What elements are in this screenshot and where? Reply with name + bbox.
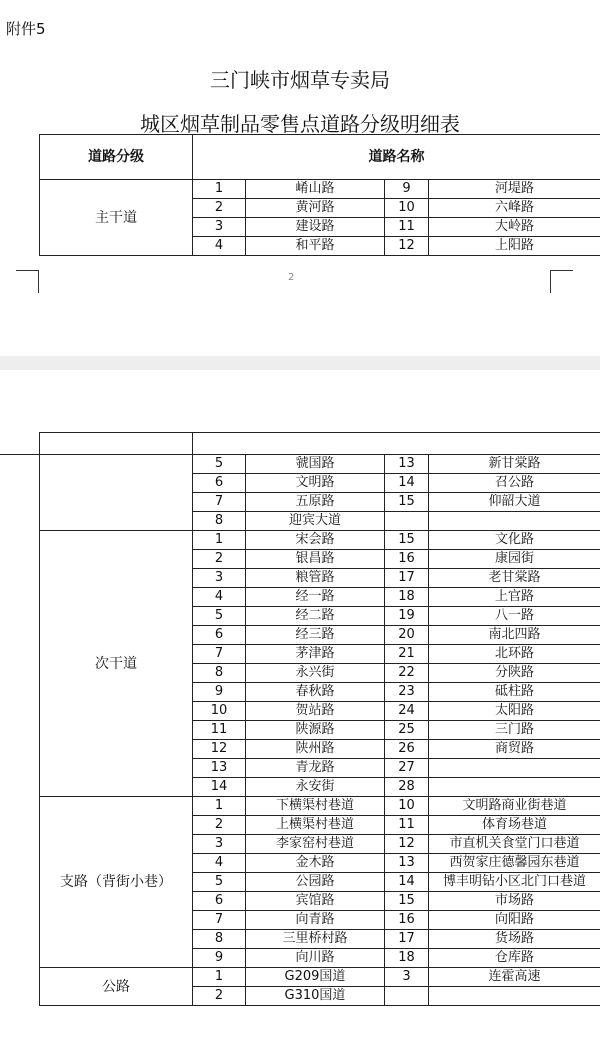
document-page-1 [0,0,600,356]
table-top-edge [39,432,600,455]
road-name-cell: 青龙路 [246,759,385,778]
index-cell: 8 [193,930,246,949]
index-cell: 10 [193,702,246,721]
index-cell: 6 [193,474,246,493]
index-cell: 28 [385,778,429,797]
road-name-cell: 分陕路 [429,664,600,683]
index-cell: 8 [193,664,246,683]
index-cell: 14 [385,474,429,493]
index-cell: 12 [193,740,246,759]
road-name-cell: G209国道 [246,968,385,987]
index-cell: 11 [385,218,429,237]
crop-mark-left [16,270,39,293]
index-cell: 27 [385,759,429,778]
index-cell: 11 [193,721,246,740]
road-name-cell: 陕州路 [246,740,385,759]
road-name-cell: 永安街 [246,778,385,797]
table-row [40,968,600,987]
index-cell: 13 [385,854,429,873]
index-cell: 25 [385,721,429,740]
table-header-row [40,135,600,180]
index-cell: 14 [193,778,246,797]
road-name-cell [429,778,600,797]
index-cell: 9 [193,949,246,968]
road-name-cell: 河堤路 [429,180,600,199]
road-name-cell: 八一路 [429,607,600,626]
index-cell: 20 [385,626,429,645]
index-cell: 13 [193,759,246,778]
index-cell: 9 [193,683,246,702]
road-name-cell: 商贸路 [429,740,600,759]
index-cell: 14 [385,873,429,892]
index-cell: 17 [385,930,429,949]
main-road-category-cell: 主干道 [40,180,193,256]
road-name-cell [429,512,600,531]
index-cell: 8 [193,512,246,531]
road-name-cell: 上横渠村巷道 [246,816,385,835]
road-name-cell: 文明路商业街巷道 [429,797,600,816]
index-cell: 1 [193,797,246,816]
index-cell: 1 [193,531,246,550]
road-name-cell: 向青路 [246,911,385,930]
index-cell: 17 [385,569,429,588]
road-name-cell: 向阳路 [429,911,600,930]
table-row [40,455,600,474]
road-name-cell: 永兴街 [246,664,385,683]
road-name-cell: 下横渠村巷道 [246,797,385,816]
index-cell: 11 [385,816,429,835]
index-cell [385,512,429,531]
index-cell: 16 [385,550,429,569]
road-name-cell: 体育场巷道 [429,816,600,835]
road-name-cell: G310国道 [246,987,385,1006]
road-name-cell: 贺站路 [246,702,385,721]
index-cell: 12 [385,237,429,256]
table-title: 城区烟草制品零售点道路分级明细表 [140,112,460,136]
road-name-cell: 召公路 [429,474,600,493]
index-cell: 2 [193,987,246,1006]
highway-category-cell: 公路 [40,968,193,1006]
index-cell: 2 [193,199,246,218]
road-name-cell: 虢国路 [246,455,385,474]
road-name-cell: 仓库路 [429,949,600,968]
road-grade-table-page2 [39,454,600,1006]
crop-mark-right [550,270,573,293]
road-name-cell: 黄河路 [246,199,385,218]
branch-road-category-cell: 支路（背街小巷） [40,797,193,968]
road-name-cell: 经二路 [246,607,385,626]
index-cell: 3 [193,835,246,854]
road-name-cell: 李家窑村巷道 [246,835,385,854]
page-number: 2 [288,272,295,283]
index-cell: 23 [385,683,429,702]
index-cell: 4 [193,237,246,256]
road-name-cell: 宾馆路 [246,892,385,911]
road-name-cell: 三里桥村路 [246,930,385,949]
road-name-cell: 五原路 [246,493,385,512]
road-name-cell [429,759,600,778]
index-cell: 7 [193,911,246,930]
road-name-cell: 博丰明钻小区北门口巷道 [429,873,600,892]
index-cell: 6 [193,626,246,645]
index-cell: 2 [193,550,246,569]
index-cell: 18 [385,949,429,968]
index-cell: 7 [193,493,246,512]
road-name-cell: 康园街 [429,550,600,569]
main-road-category-continued [40,455,193,531]
table-row [40,797,600,816]
road-name-cell: 仰韶大道 [429,493,600,512]
road-name-cell: 上阳路 [429,237,600,256]
index-cell: 10 [385,797,429,816]
road-name-cell: 三门路 [429,721,600,740]
road-name-cell: 市场路 [429,892,600,911]
road-grade-table-page1 [39,134,600,256]
road-name-cell: 经一路 [246,588,385,607]
road-name-cell: 北环路 [429,645,600,664]
road-name-cell: 六峰路 [429,199,600,218]
road-name-cell: 上官路 [429,588,600,607]
page-gap [0,356,600,370]
index-cell: 5 [193,873,246,892]
road-name-cell: 西贺家庄德馨园东巷道 [429,854,600,873]
secondary-road-category-cell: 次干道 [40,531,193,797]
index-cell: 21 [385,645,429,664]
index-cell: 12 [385,835,429,854]
index-cell: 5 [193,607,246,626]
index-cell: 15 [385,531,429,550]
road-name-cell: 公园路 [246,873,385,892]
index-cell: 7 [193,645,246,664]
index-cell [385,987,429,1006]
index-cell: 16 [385,911,429,930]
index-cell: 19 [385,607,429,626]
road-name-cell: 迎宾大道 [246,512,385,531]
index-cell: 26 [385,740,429,759]
road-name-cell: 太阳路 [429,702,600,721]
road-name-cell: 货场路 [429,930,600,949]
index-cell: 24 [385,702,429,721]
header-road-name: 道路名称 [193,135,600,180]
index-cell: 3 [385,968,429,987]
road-name-cell: 建设路 [246,218,385,237]
index-cell: 6 [193,892,246,911]
road-name-cell: 市直机关食堂门口巷道 [429,835,600,854]
road-name-cell: 连霍高速 [429,968,600,987]
table-row [40,180,600,199]
road-name-cell: 文明路 [246,474,385,493]
road-name-cell: 陕源路 [246,721,385,740]
document-title: 三门峡市烟草专卖局 [210,68,390,92]
attachment-label: 附件5 [6,20,46,38]
index-cell: 1 [193,180,246,199]
index-cell: 15 [385,892,429,911]
road-name-cell: 砥柱路 [429,683,600,702]
index-cell: 10 [385,199,429,218]
road-name-cell: 金木路 [246,854,385,873]
road-name-cell: 春秋路 [246,683,385,702]
index-cell: 3 [193,569,246,588]
road-name-cell: 向川路 [246,949,385,968]
road-name-cell: 崤山路 [246,180,385,199]
index-cell: 22 [385,664,429,683]
index-cell: 5 [193,455,246,474]
index-cell: 18 [385,588,429,607]
road-name-cell: 大岭路 [429,218,600,237]
road-name-cell: 宋会路 [246,531,385,550]
index-cell: 15 [385,493,429,512]
road-name-cell: 文化路 [429,531,600,550]
index-cell: 4 [193,588,246,607]
road-name-cell [429,987,600,1006]
table-divider [192,432,193,454]
road-name-cell: 经三路 [246,626,385,645]
header-road-grade: 道路分级 [40,135,193,180]
index-cell: 13 [385,455,429,474]
road-name-cell: 和平路 [246,237,385,256]
index-cell: 9 [385,180,429,199]
road-name-cell: 老甘棠路 [429,569,600,588]
index-cell: 3 [193,218,246,237]
road-name-cell: 南北四路 [429,626,600,645]
index-cell: 2 [193,816,246,835]
road-name-cell: 银昌路 [246,550,385,569]
road-name-cell: 粮管路 [246,569,385,588]
table-row [40,531,600,550]
index-cell: 1 [193,968,246,987]
table-edge-tick [0,454,39,455]
road-name-cell: 茅津路 [246,645,385,664]
road-name-cell: 新甘棠路 [429,455,600,474]
index-cell: 4 [193,854,246,873]
